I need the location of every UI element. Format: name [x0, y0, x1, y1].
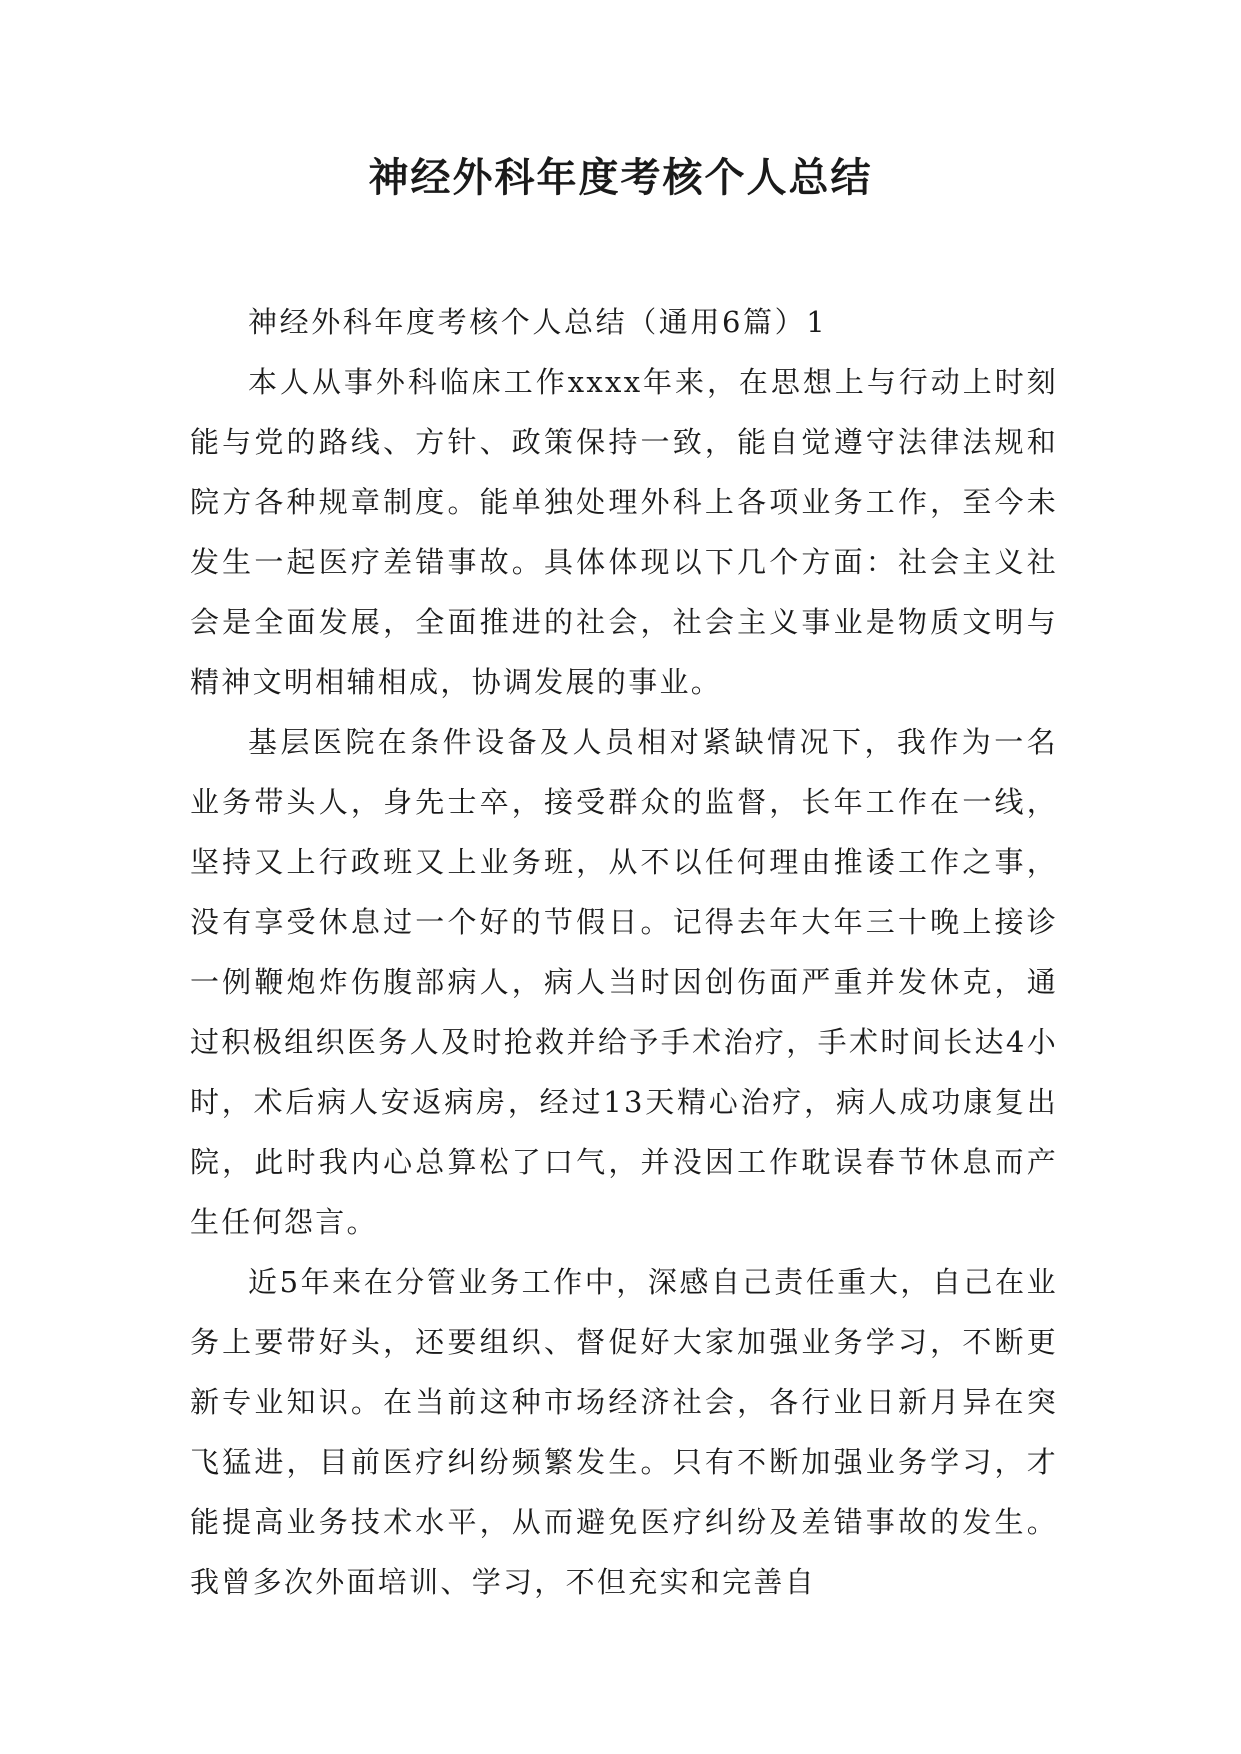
paragraph-3: 近5年来在分管业务工作中，深感自己责任重大，自己在业务上要带好头，还要组织、督促好大家加强业务学习，不断更新专业知识。在当前这种市场经济社会，各行业日新月异在突飞猛进，目前医疗纠纷频繁发生。只有不断加强业务学习，才能提高业务技术水平，从而避免医疗纠纷及差错事故的发生。我曾多次外面培训、学习，不但充实和完善自	[190, 1265, 1058, 1599]
document-subtitle: 神经外科年度考核个人总结（通用6篇）1	[248, 305, 828, 339]
document-body	[190, 292, 1058, 1612]
paragraph-2: 基层医院在条件设备及人员相对紧缺情况下，我作为一名业务带头人，身先士卒，接受群众的监督，长年工作在一线，坚持又上行政班又上业务班，从不以任何理由推诿工作之事，没有享受休息过一个好的节假日。记得去年大年三十晚上接诊一例鞭炮炸伤腹部病人，病人当时因创伤面严重并发休克，通过积极组织医务人及时抢救并给予手术治疗，手术时间长达4小时，术后病人安返病房，经过13天精心治疗，病人成功康复出院，此时我内心总算松了口气，并没因工作耽误春节休息而产生任何怨言。	[190, 725, 1058, 1239]
document-title: 神经外科年度考核个人总结	[368, 155, 873, 201]
paragraph-1: 本人从事外科临床工作xxxx年来，在思想上与行动上时刻能与党的路线、方针、政策保持一致，能自觉遵守法律法规和院方各种规章制度。能单独处理外科上各项业务工作，至今未发生一起医疗差错事故。具体体现以下几个方面：社会主义社会是全面发展，全面推进的社会，社会主义事业是物质文明与精神文明相辅相成，协调发展的事业。	[190, 365, 1058, 699]
